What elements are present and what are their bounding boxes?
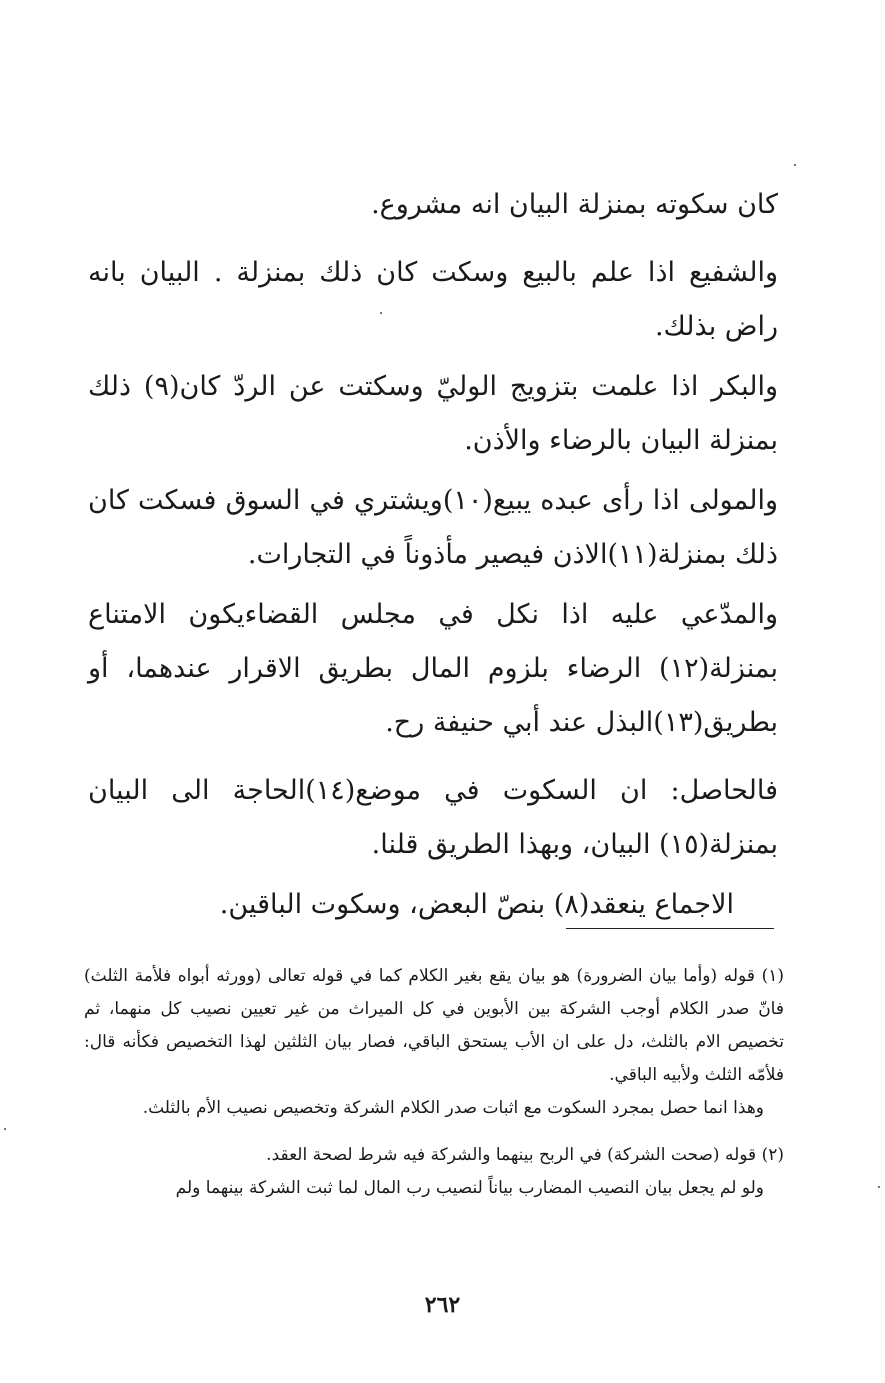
paragraph-6: فالحاصل: ان السكوت في موضع(١٤)الحاجة الى البيان بمنزلة(١٥) البيان، وبهذا الطريق قلنا. <box>88 775 779 860</box>
footnote-1-continuation: وهذا انما حصل بمجرد السكوت مع اثبات صدر الكلام الشركة وتخصيص نصيب الأم بالثلث. <box>142 1098 764 1118</box>
paragraph-3: والبكر اذا علمت بتزويج الوليّ وسكتت عن الردّ كان(٩) ذلك بمنزلة البيان بالرضاء والأذن. <box>88 371 778 456</box>
main-text-block <box>88 178 778 938</box>
paragraph-2: والشفيع اذا علم بالبيع وسكت كان ذلك بمنزلة . البيان بانه راض بذلك. <box>88 257 778 342</box>
footnote-2-continuation: ولو لم يجعل بيان النصيب المضارب بياناً لنصيب رب المال لما ثبت الشركة بينهما ولم <box>175 1178 764 1198</box>
scan-speck <box>794 164 796 166</box>
paragraph-7: الاجماع ينعقد(٨) بنصّ البعض، وسكوت الباقين. <box>219 889 734 920</box>
paragraph-4: والمولى اذا رأى عبده يبيع(١٠)ويشتري في السوق فسكت كان ذلك بمنزلة(١١)الاذن فيصير مأذوناً في التجارات. <box>88 485 778 570</box>
footnote-2: (٢) قوله (صحت الشركة) في الربح بينهما والشركة فيه شرط لصحة العقد. <box>266 1145 784 1165</box>
scan-speck <box>380 312 382 314</box>
paragraph-1: كان سكوته بمنزلة البيان انه مشروع. <box>371 189 778 220</box>
footnote-separator <box>566 928 774 929</box>
paragraph-5: والمدّعي عليه اذا نكل في مجلس القضاءيكون الامتناع بمنزلة(١٢) الرضاء بلزوم المال بطريق الاقرار عندهما، أو بطريق(١٣)البذل عند أبي حنيفة رح. <box>88 599 778 738</box>
scan-speck <box>878 1186 880 1188</box>
page-number: ٢٦٢ <box>424 1292 461 1318</box>
footnotes-block <box>84 960 784 1205</box>
scan-speck <box>4 1128 6 1130</box>
footnote-1: (١) قوله (وأما بيان الضرورة) هو بيان يقع بغير الكلام كما في قوله تعالى (وورثه أبواه فلأمة الثلث) فانّ صدر الكلام أوجب الشركة بين الأبوين في كل الميراث من غير تعيين نصيب كل منهما، ثم تخصيص الام بالثلث، دل على ان الأب يستحق الباقي، فصار بيان الثلثين لهذا التخصيص فكأنه قال: فلأمّه الثلث ولأبيه الباقي. <box>84 966 784 1085</box>
